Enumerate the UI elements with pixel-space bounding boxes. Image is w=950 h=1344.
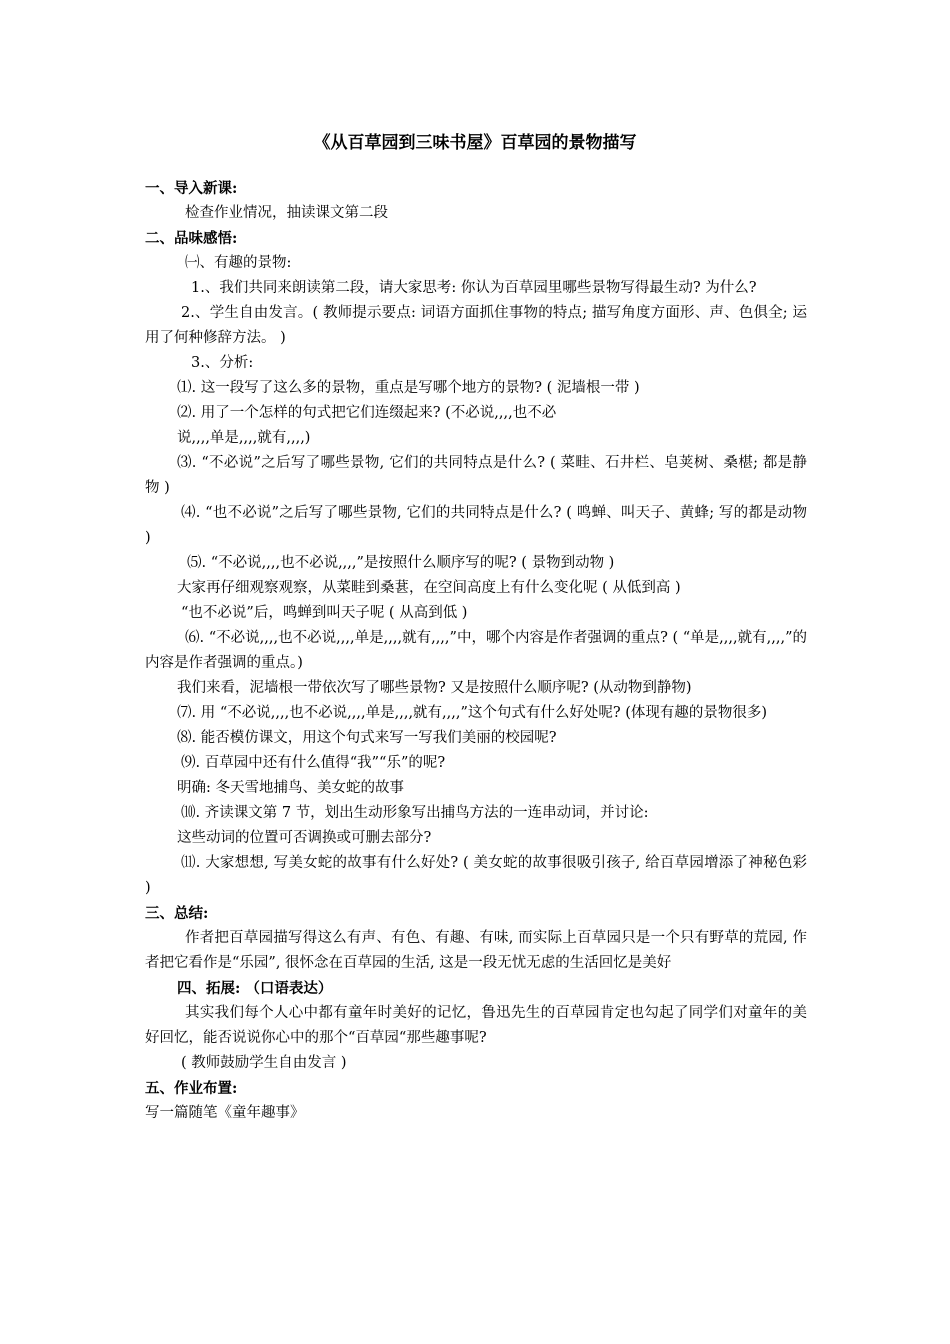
- paragraph: ⑶. “不必说”之后写了哪些景物, 它们的共同特点是什么? ( 菜畦、石井栏、皂荚树、桑椹; 都是静物 ): [145, 455, 807, 496]
- paragraph: 1.、我们共同来朗读第二段，请大家思考: 你认为百草园里哪些景物写得最生动? 为什么?: [191, 280, 757, 296]
- paragraph: ⑼. 百草园中还有什么值得“我”“乐”的呢?: [181, 755, 446, 771]
- paragraph: 作者把百草园描写得这么有声、有色、有趣、有味, 而实际上百草园只是一个只有野草的荒园, 作者把它看作是“乐园”, 很怀念在百草园的生活, 这是一段无忧无虑的生活回忆是美好: [145, 930, 807, 971]
- paragraph: ( 教师鼓励学生自由发言 ): [181, 1055, 347, 1071]
- paragraph: ⑾. 大家想想, 写美女蛇的故事有什么好处? ( 美女蛇的故事很吸引孩子, 给百草园增添了神秘色彩 ): [145, 855, 807, 896]
- paragraph: 检查作业情况，抽读课文第二段: [185, 205, 388, 221]
- paragraph: 这些动词的位置可否调换或可删去部分?: [177, 830, 432, 846]
- paragraph: 我们来看，泥墙根一带依次写了哪些景物? 又是按照什么顺序呢? (从动物到静物): [177, 680, 692, 696]
- paragraph: ⑹. “不必说,,,,也不必说,,,,单是,,,,就有,,,,”中，哪个内容是作者强调的重点? ( “单是,,,,就有,,,,”的内容是作者强调的重点。): [145, 630, 807, 671]
- paragraph: 明确: 冬天雪地捕鸟、美女蛇的故事: [177, 780, 404, 796]
- section-heading-appreciation: 二、品味感悟:: [145, 230, 238, 247]
- paragraph: 其实我们每个人心中都有童年时美好的记忆，鲁迅先生的百草园肯定也勾起了同学们对童年的美好回忆，能否说说你心中的那个“百草园“那些趣事呢?: [145, 1005, 807, 1046]
- section-heading-extension: 四、拓展: （口语表达）: [177, 980, 333, 997]
- paragraph: ⑵. 用了一个怎样的句式把它们连缀起来? (不必说,,,,也不必: [177, 405, 557, 421]
- section-heading-intro: 一、导入新课:: [145, 180, 238, 197]
- paragraph: 2.、学生自由发言。( 教师提示要点: 词语方面抓住事物的特点; 描写角度方面形、声、色俱全; 运用了何种修辞方法。 ): [145, 305, 807, 346]
- paragraph: “也不必说”后，鸣蝉到叫天子呢 ( 从高到低 ): [181, 605, 468, 621]
- paragraph: ⑷. “也不必说”之后写了哪些景物, 它们的共同特点是什么? ( 鸣蝉、叫天子、黄蜂; 写的都是动物 ): [145, 505, 807, 546]
- section-heading-summary: 三、总结:: [145, 905, 209, 922]
- paragraph: 说,,,,单是,,,,就有,,,,): [177, 430, 311, 446]
- paragraph: 大家再仔细观察观察，从菜畦到桑葚，在空间高度上有什么变化呢 ( 从低到高 ): [177, 580, 681, 596]
- document-body: [145, 176, 807, 1126]
- paragraph: ⑺. 用 “不必说,,,,也不必说,,,,单是,,,,就有,,,,”这个句式有什么好处呢? (体现有趣的景物很多): [177, 705, 768, 721]
- paragraph: ㈠、有趣的景物:: [185, 255, 292, 271]
- paragraph: ⑻. 能否模仿课文，用这个句式来写一写我们美丽的校园呢?: [177, 730, 557, 746]
- paragraph: 写一篇随笔《童年趣事》: [145, 1105, 305, 1121]
- section-heading-homework: 五、作业布置:: [145, 1080, 238, 1097]
- document-title: 《从百草园到三味书屋》百草园的景物描写: [313, 133, 637, 153]
- paragraph: ⑽. 齐读课文第 7 节，划出生动形象写出捕鸟方法的一连串动词，并讨论:: [181, 805, 649, 821]
- paragraph: 3.、分析:: [191, 355, 254, 371]
- paragraph: ⑸. “不必说,,,,也不必说,,,,”是按照什么顺序写的呢? ( 景物到动物 ): [187, 555, 615, 571]
- paragraph: ⑴. 这一段写了这么多的景物，重点是写哪个地方的景物? ( 泥墙根一带 ): [177, 380, 640, 396]
